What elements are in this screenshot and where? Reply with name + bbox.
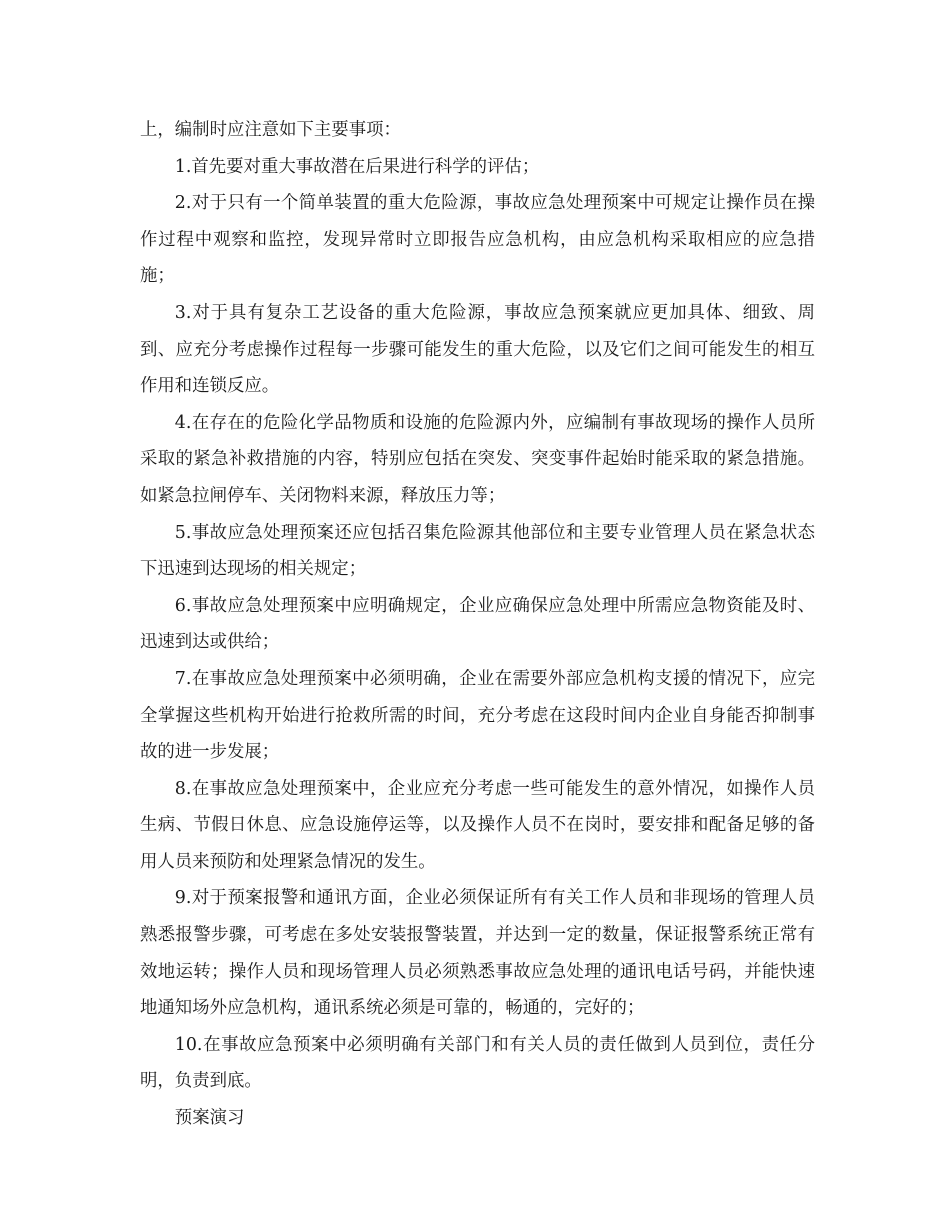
section-heading: 预案演习 <box>174 1108 245 1129</box>
list-item-4: 4.在存在的危险化学品物质和设施的危险源内外，应编制有事故现场的操作人员所采取的紧急补救措施的内容，特别应包括在突发、突变事件起始时能采取的紧急措施。如紧急拉闸停车、关闭物料来源，释放压力等； <box>140 412 815 506</box>
list-item-1: 1.首先要对重大事故潜在后果进行科学的评估； <box>174 156 540 177</box>
list-item-5: 5.事故应急处理预案还应包括召集危险源其他部位和主要专业管理人员在紧急状态下迅速到达现场的相关规定； <box>140 522 815 580</box>
list-item-8: 8.在事故应急处理预案中，企业应充分考虑一些可能发生的意外情况，如操作人员生病、节假日休息、应急设施停运等，以及操作人员不在岗时，要安排和配备足够的备用人员来预防和处理紧急情况的发生。 <box>140 778 815 872</box>
list-item-9: 9.对于预案报警和通讯方面，企业必须保证所有有关工作人员和非现场的管理人员熟悉报警步骤，可考虑在多处安装报警装置，并达到一定的数量，保证报警系统正常有效地运转；操作人员和现场管理人员必须熟悉事故应急处理的通讯电话号码，并能快速地通知场外应急机构，通讯系统必须是可靠的，畅通的，完好的； <box>140 888 815 1019</box>
list-item-3: 3.对于具有复杂工艺设备的重大危险源，事故应急预案就应更加具体、细致、周到、应充分考虑操作过程每一步骤可能发生的重大危险，以及它们之间可能发生的相互作用和连锁反应。 <box>140 302 815 397</box>
list-item-6: 6.事故应急处理预案中应明确规定，企业应确保应急处理中所需应急物资能及时、迅速到达或供给； <box>140 595 815 653</box>
list-item-2: 2.对于只有一个简单装置的重大危险源，事故应急处理预案中可规定让操作员在操作过程中观察和监控，发现异常时立即报告应急机构，由应急机构采取相应的应急措施； <box>140 193 815 287</box>
document-body <box>140 112 815 1137</box>
lead-paragraph: 上，编制时应注意如下主要事项： <box>140 120 401 140</box>
list-item-7: 7.在事故应急处理预案中必须明确，企业在需要外部应急机构支援的情况下，应完全掌握这些机构开始进行抢救所需的时间，充分考虑在这段时间内企业自身能否抑制事故的进一步发展； <box>140 668 815 763</box>
list-item-10: 10.在事故应急预案中必须明确有关部门和有关人员的责任做到人员到位，责任分明，负责到底。 <box>140 1034 815 1092</box>
